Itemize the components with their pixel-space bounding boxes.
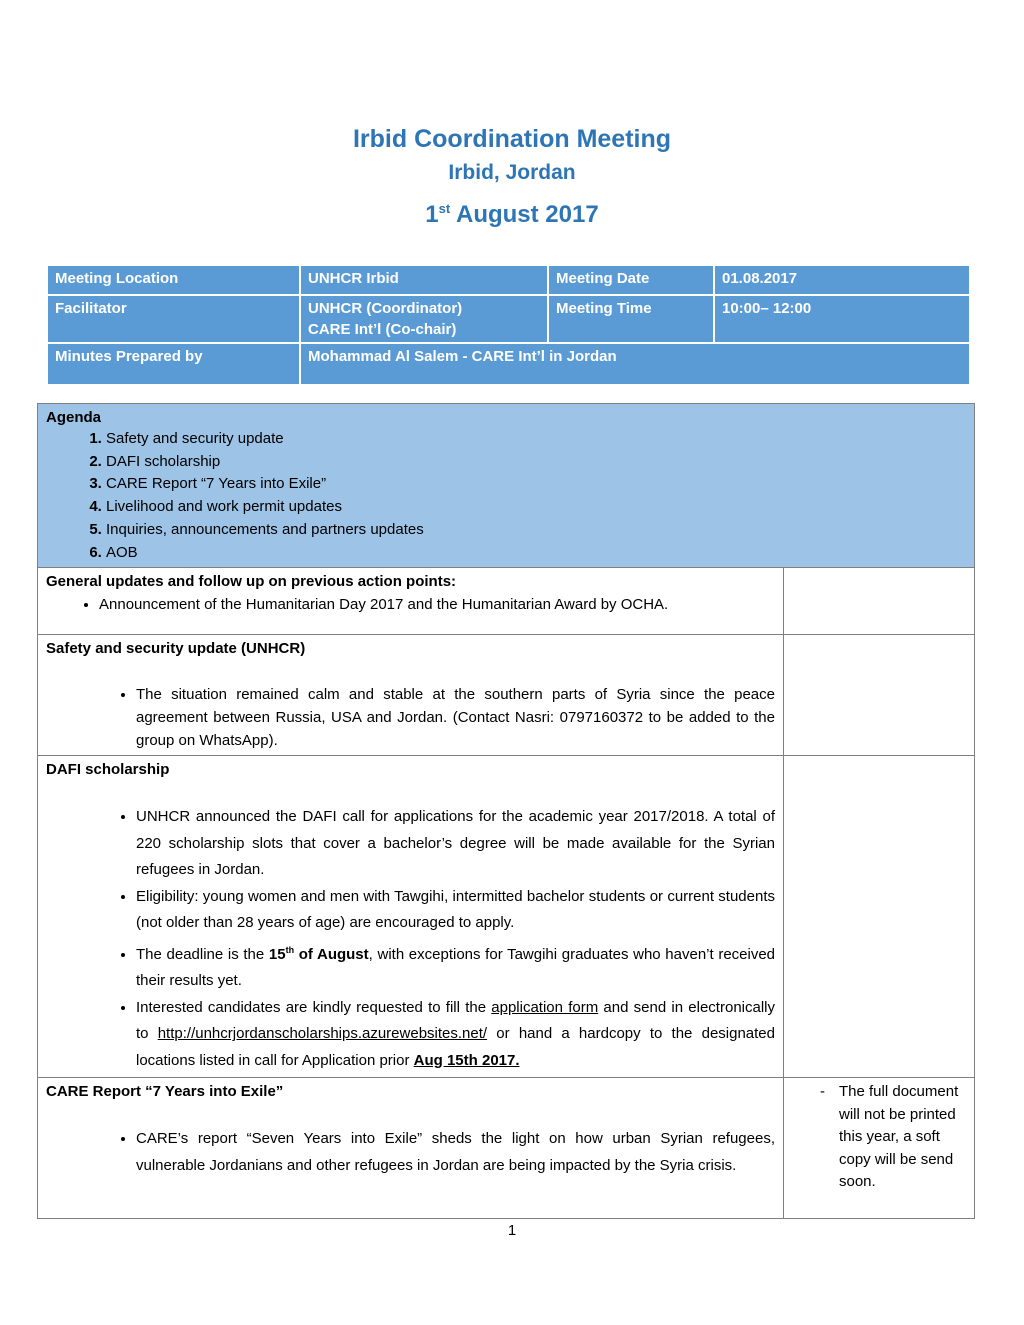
agenda-heading: Agenda xyxy=(46,409,102,426)
dafi-bullet-announcement: • UNHCR announced the DAFI call for applications for the academic year 2017/2018. A total of 220 scholarship slots that cover a bachelor’s degree will be made available for the Syrian refugees in Jordan. xyxy=(136,804,775,884)
document-title: Irbid Coordination Meeting xyxy=(352,125,672,153)
document-location: Irbid, Jordan xyxy=(448,161,576,184)
safety-notes xyxy=(784,635,975,756)
agenda-item: 6. AOB xyxy=(106,542,966,565)
agenda-section xyxy=(38,404,975,568)
safety-bullet: • The situation remained calm and stable at the southern parts of Syria since the peace agreement between Russia, USA and Jordan. (Contact Nasri: 0797160372 to be added to the group on WhatsApp). xyxy=(136,683,775,752)
safety-section xyxy=(38,635,784,756)
meeting-time-label: Meeting Time xyxy=(548,295,714,343)
meeting-date-value: 01.08.2017 xyxy=(714,265,970,295)
agenda-item: 3. CARE Report “7 Years into Exile” xyxy=(106,473,966,496)
dafi-section xyxy=(38,756,784,1078)
agenda-item: 1. Safety and security update xyxy=(106,428,966,451)
dafi-bullet-deadline: • The deadline is the 15th of August, with exceptions for Tawgihi graduates who haven’t received their results yet. xyxy=(136,937,775,995)
note-dash: - xyxy=(820,1083,825,1101)
general-updates-bullet: • Announcement of the Humanitarian Day 2017 and the Humanitarian Award by OCHA. xyxy=(99,592,775,619)
agenda-list xyxy=(46,428,966,564)
application-deadline: Aug 15th 2017. xyxy=(413,1051,520,1069)
page-number: 1 xyxy=(507,1222,517,1239)
general-updates-notes xyxy=(784,568,975,635)
general-updates-section xyxy=(38,568,784,635)
care-report-notes xyxy=(784,1078,975,1219)
dafi-bullet-eligibility: • Eligibility: young women and men with Tawgihi, intermitted bachelor students or current students (not older than 28 years of age) are encouraged to apply. xyxy=(136,884,775,937)
facilitator-label: Facilitator xyxy=(47,295,300,343)
care-report-section xyxy=(38,1078,784,1219)
document-date: 1st August 2017 xyxy=(425,201,599,228)
safety-heading: Safety and security update (UNHCR) xyxy=(46,640,306,658)
minutes-table xyxy=(37,403,975,1219)
meeting-location-label: Meeting Location xyxy=(47,265,300,295)
meeting-date-label: Meeting Date xyxy=(548,265,714,295)
agenda-item: 2. DAFI scholarship xyxy=(106,451,966,474)
dafi-bullet-application: • Interested candidates are kindly requested to fill the application form and send in electronically to http://unhcrjordanscholarships.azurewebsites.net/ or hand a hardcopy to the designated locations listed in call for Application prior Aug 15th 2017. xyxy=(136,995,775,1075)
facilitator-value: UNHCR (Coordinator) CARE Int’l (Co-chair) xyxy=(300,295,548,343)
agenda-item: 4. Livelihood and work permit updates xyxy=(106,496,966,519)
agenda-item: 5. Inquiries, announcements and partners updates xyxy=(106,519,966,542)
meeting-time-value: 10:00– 12:00 xyxy=(714,295,970,343)
application-form-link[interactable]: application form xyxy=(491,998,599,1016)
scholarship-website-link[interactable]: http://unhcrjordanscholarships.azurewebsites.net/ xyxy=(157,1025,488,1043)
minutes-prepared-value: Mohammad Al Salem - CARE Int’l in Jordan xyxy=(300,343,970,385)
general-updates-heading: General updates and follow up on previous action points: xyxy=(46,573,457,591)
care-report-bullet: • CARE’s report “Seven Years into Exile” sheds the light on how urban Syrian refugees, vulnerable Jordanians and other refugees in Jordan are being impacted by the Syria crisis. xyxy=(136,1126,775,1179)
care-report-note: The full document will not be printed this year, a soft copy will be send soon. xyxy=(839,1083,959,1191)
meeting-info-table xyxy=(46,264,971,386)
minutes-prepared-label: Minutes Prepared by xyxy=(47,343,300,385)
document-title-block xyxy=(0,122,1024,234)
dafi-heading: DAFI scholarship xyxy=(46,761,170,779)
care-report-heading: CARE Report “7 Years into Exile” xyxy=(46,1083,284,1101)
dafi-notes xyxy=(784,756,975,1078)
meeting-location-value: UNHCR Irbid xyxy=(300,265,548,295)
